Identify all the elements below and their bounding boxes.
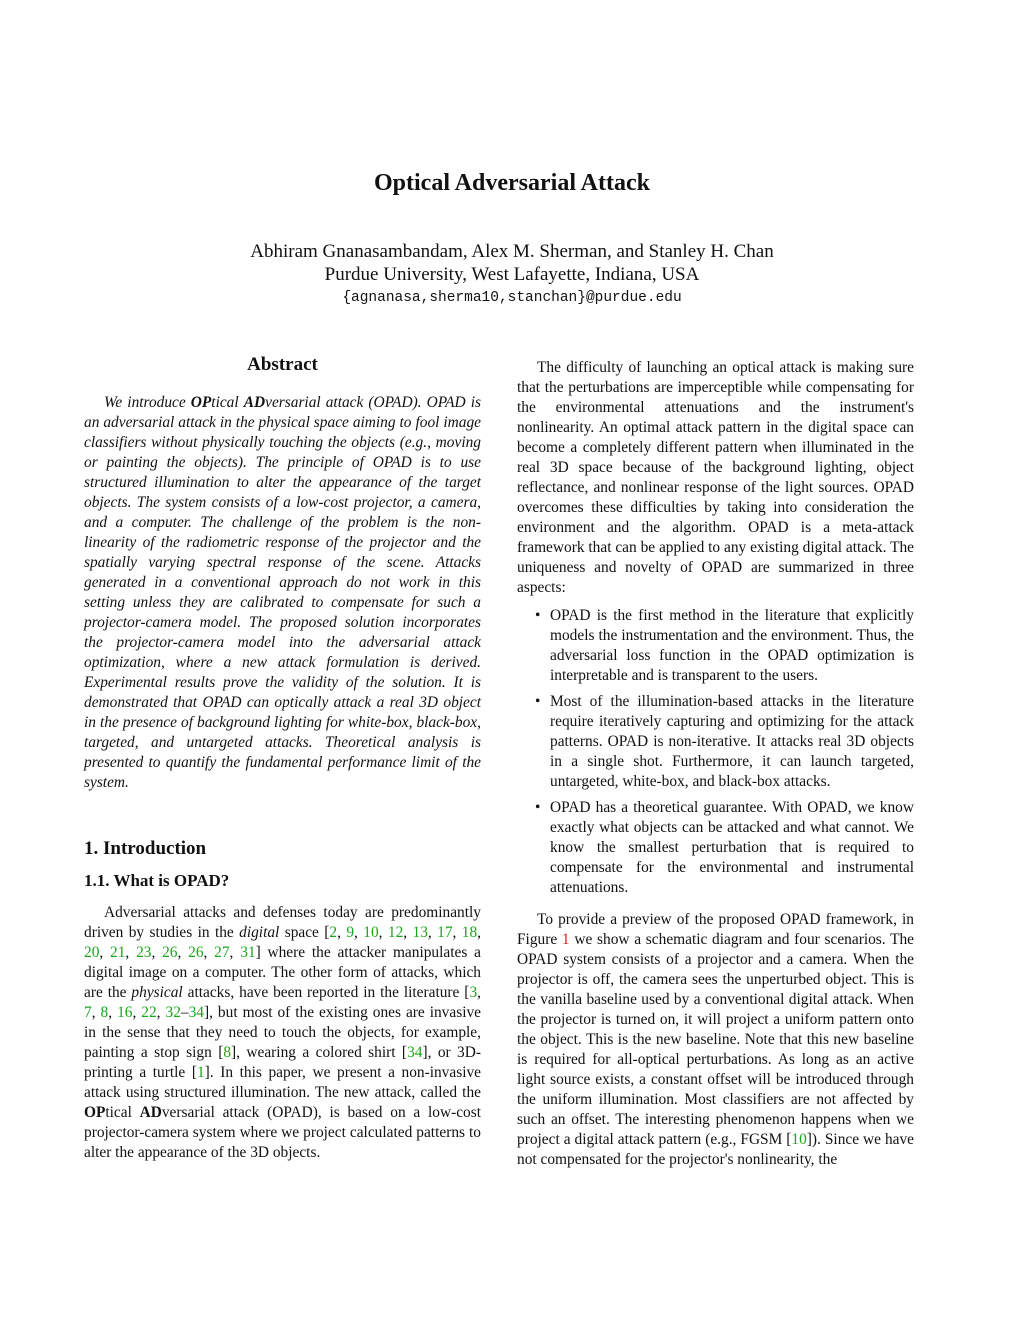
list-item-text: Most of the illumination-based attacks in the literature require iteratively capturing and optimizing for the attack patterns. OPAD is non-iterative. It attacks real 3D objects in a single shot. Furthermore, it can launch targeted, untargeted, white-box, and black-box attacks. [550, 693, 914, 790]
citation-link[interactable]: 21 [110, 944, 126, 961]
abstract-heading: Abstract [247, 354, 318, 375]
citation-separator: , [452, 924, 462, 941]
citation-separator: , [156, 1004, 166, 1021]
left-column [84, 355, 481, 1163]
citation-separator: , [99, 944, 111, 961]
bullet-icon: • [535, 693, 541, 710]
citation-separator: , [477, 984, 481, 1001]
preview-text-3: ]). Since we have not compensated for the projector's nonlinearity, the [517, 1131, 914, 1168]
intro-text-3: ] where the attacker manipulates a digital image on a computer. The other form of attacks, which are the [84, 944, 481, 1001]
citation-link[interactable]: 27 [214, 944, 230, 961]
citation-link[interactable]: 8 [223, 1044, 232, 1061]
novelty-list [517, 606, 914, 898]
citation-separator: , [177, 944, 189, 961]
list-item [517, 692, 914, 792]
intro-text-6: ], wearing a colored shirt [ [231, 1044, 408, 1061]
citation-separator: , [378, 924, 388, 941]
preview-text-2: we show a schematic diagram and four scenarios. The OPAD system consists of a projector and a camera. When the projector is off, the camera sees the unperturbed object. This is the vanilla baseline used by a conventional digital attack. When the projector is turned on, it will project a uniform pattern onto the object. This is the new baseline. Note that this new baseline is required for all-optical perturbations. As long as an active light source exists, a constant offset will be introduced through the uniform illumination. Most classifiers are not affected by such an offset. The interesting phenomenon happens when we project a digital attack pattern (e.g., FGSM [ [517, 931, 915, 1148]
intro-text-9: (OPAD), is based on a low-cost projector-camera system where we project calculated patterns to alter the appearance of the 3D objects. [84, 1104, 481, 1161]
list-item-text: OPAD is the first method in the literature that explicitly models the instrumentation and the environment. Thus, the adversarial loss function in the OPAD optimization is interpretable and is transparent to the users. [550, 607, 914, 684]
citation-link[interactable]: 12 [387, 924, 404, 941]
list-item-text: OPAD has a theoretical guarantee. With OPAD, we know exactly what objects can be attacked and what cannot. We know the smallest perturbation that is required to compensate for the environmental and instrumental attenuations. [550, 799, 914, 896]
citation-link[interactable]: 7 [84, 1004, 92, 1021]
citation-link[interactable]: 1 [196, 1064, 205, 1081]
citation-link[interactable]: 16 [117, 1004, 133, 1021]
intro-paragraph [84, 903, 481, 1163]
citation-link[interactable]: 3 [469, 984, 478, 1001]
citation-separator: , [337, 924, 347, 941]
citation-separator: , [354, 924, 364, 941]
citation-link[interactable]: 32 [165, 1004, 181, 1021]
author-affiliation: Purdue University, West Lafayette, Indiana, USA [324, 264, 700, 285]
abstract-ad-rest: versarial attack (OPAD). [265, 394, 422, 411]
citation-separator: , [151, 944, 163, 961]
intro-emph-physical: physical [131, 984, 183, 1001]
bullet-icon: • [535, 607, 541, 624]
subsection-heading-what-is-opad: 1.1. What is OPAD? [84, 871, 230, 890]
citation-range-dash: – [180, 1004, 189, 1021]
citation-link[interactable]: 34 [188, 1004, 204, 1021]
intro-op-bold: OP [84, 1104, 106, 1121]
preview-paragraph [517, 910, 914, 1170]
right-column [517, 358, 914, 1170]
citation-link[interactable]: 23 [136, 944, 152, 961]
citation-link[interactable]: 26 [162, 944, 178, 961]
citation-link[interactable]: 10 [791, 1131, 807, 1148]
intro-text-2: space [ [279, 924, 330, 941]
intro-op-rest: tical [105, 1104, 140, 1121]
citation-separator: , [427, 924, 438, 941]
list-item [517, 798, 914, 898]
intro-text-4: attacks, have been reported in the literature [ [182, 984, 470, 1001]
list-item [517, 606, 914, 686]
citation-link[interactable]: 8 [100, 1004, 109, 1021]
intro-text-5: ], but most of the existing ones are invasive in the sense that they need to touch the objects, for example, painting a stop sign [ [84, 1004, 481, 1061]
citation-link[interactable]: 13 [412, 924, 428, 941]
intro-emph-digital: digital [239, 924, 280, 941]
figure-reference-link[interactable]: 1 [561, 931, 570, 948]
intro-ad-bold: AD [139, 1104, 162, 1121]
author-names: Abhiram Gnanasambandam, Alex M. Sherman, and Stanley H. Chan [250, 241, 774, 262]
citation-link[interactable]: 10 [363, 924, 379, 941]
abstract-text [84, 393, 481, 793]
intro-text-1: Adversarial attacks and defenses today are predominantly driven by studies in the [84, 904, 481, 941]
intro-text-7: ], or 3D-printing a turtle [ [84, 1044, 481, 1081]
citation-link[interactable]: 26 [188, 944, 204, 961]
citation-separator: , [203, 944, 215, 961]
citation-separator: , [91, 1004, 101, 1021]
citation-separator: , [403, 924, 413, 941]
citation-separator: , [229, 944, 241, 961]
citation-separator: , [132, 1004, 142, 1021]
citation-link[interactable]: 17 [437, 924, 453, 941]
citation-link[interactable]: 2 [329, 924, 338, 941]
abstract-op-bold: OP [190, 394, 212, 411]
author-block [0, 240, 1024, 286]
citation-separator: , [108, 1004, 118, 1021]
author-email: {agnanasa,sherma10,stanchan}@purdue.edu [342, 290, 682, 306]
intro-ad-rest: versarial attack [161, 1104, 260, 1121]
abstract-ad-bold: AD [243, 394, 266, 411]
citation-link[interactable]: 9 [346, 924, 355, 941]
citation-separator: , [477, 924, 482, 941]
preview-text-1: To provide a preview of the proposed OPAD framework, in Figure [517, 911, 914, 948]
abstract-body: OPAD is an adversarial attack in the physical space aiming to fool image classifiers without physically touching the objects (e.g., moving or painting the objects). The principle of OPAD is to use structured illumination to alter the appearance of the target objects. The system consists of a low-cost projector, a camera, and a computer. The challenge of the problem is the non-linearity of the radiometric response of the projector and the spatially varying spectral response of the scene. Attacks generated in a conventional approach do not work in this setting unless they are calibrated to compensate for such a projector-camera model. The proposed solution incorporates the projector-camera model into the adversarial attack optimization, where a new attack formulation is derived. Experimental results prove the validity of the solution. It is demonstrated that OPAD can optically attack a real 3D object in the presence of background lighting for white-box, black-box, targeted, and untargeted attacks. Theoretical analysis is presented to quantify the fundamental performance limit of the system. [84, 394, 481, 791]
citation-link[interactable]: 20 [84, 944, 100, 961]
paper-title: Optical Adversarial Attack [374, 170, 650, 196]
abstract-op-rest: tical [211, 394, 244, 411]
citation-separator: , [125, 944, 137, 961]
citation-link[interactable]: 22 [141, 1004, 157, 1021]
bullet-icon: • [535, 799, 541, 816]
abstract-intro: We introduce [104, 394, 191, 411]
section-heading-introduction: 1. Introduction [84, 838, 207, 859]
difficulty-paragraph: The difficulty of launching an optical attack is making sure that the perturbations are imperceptible while compensating for the environmental attenuations and the instrument's nonlinearity. An optimal attack pattern in the digital space can become a completely different pattern when illuminated in the real 3D space because of the background lighting, object reflectance, and nonlinear response of the light sources. OPAD overcomes these difficulties by taking into consideration the environment and the algorithm. OPAD is a meta-attack framework that can be applied to any existing digital attack. The uniqueness and novelty of OPAD are summarized in three aspects: [517, 359, 914, 596]
intro-text-8: ]. In this paper, we present a non-invasive attack using structured illumination. The new attack, called the [84, 1064, 481, 1101]
citation-link[interactable]: 18 [461, 924, 478, 941]
citation-link[interactable]: 31 [240, 944, 256, 961]
citation-link[interactable]: 34 [407, 1044, 423, 1061]
